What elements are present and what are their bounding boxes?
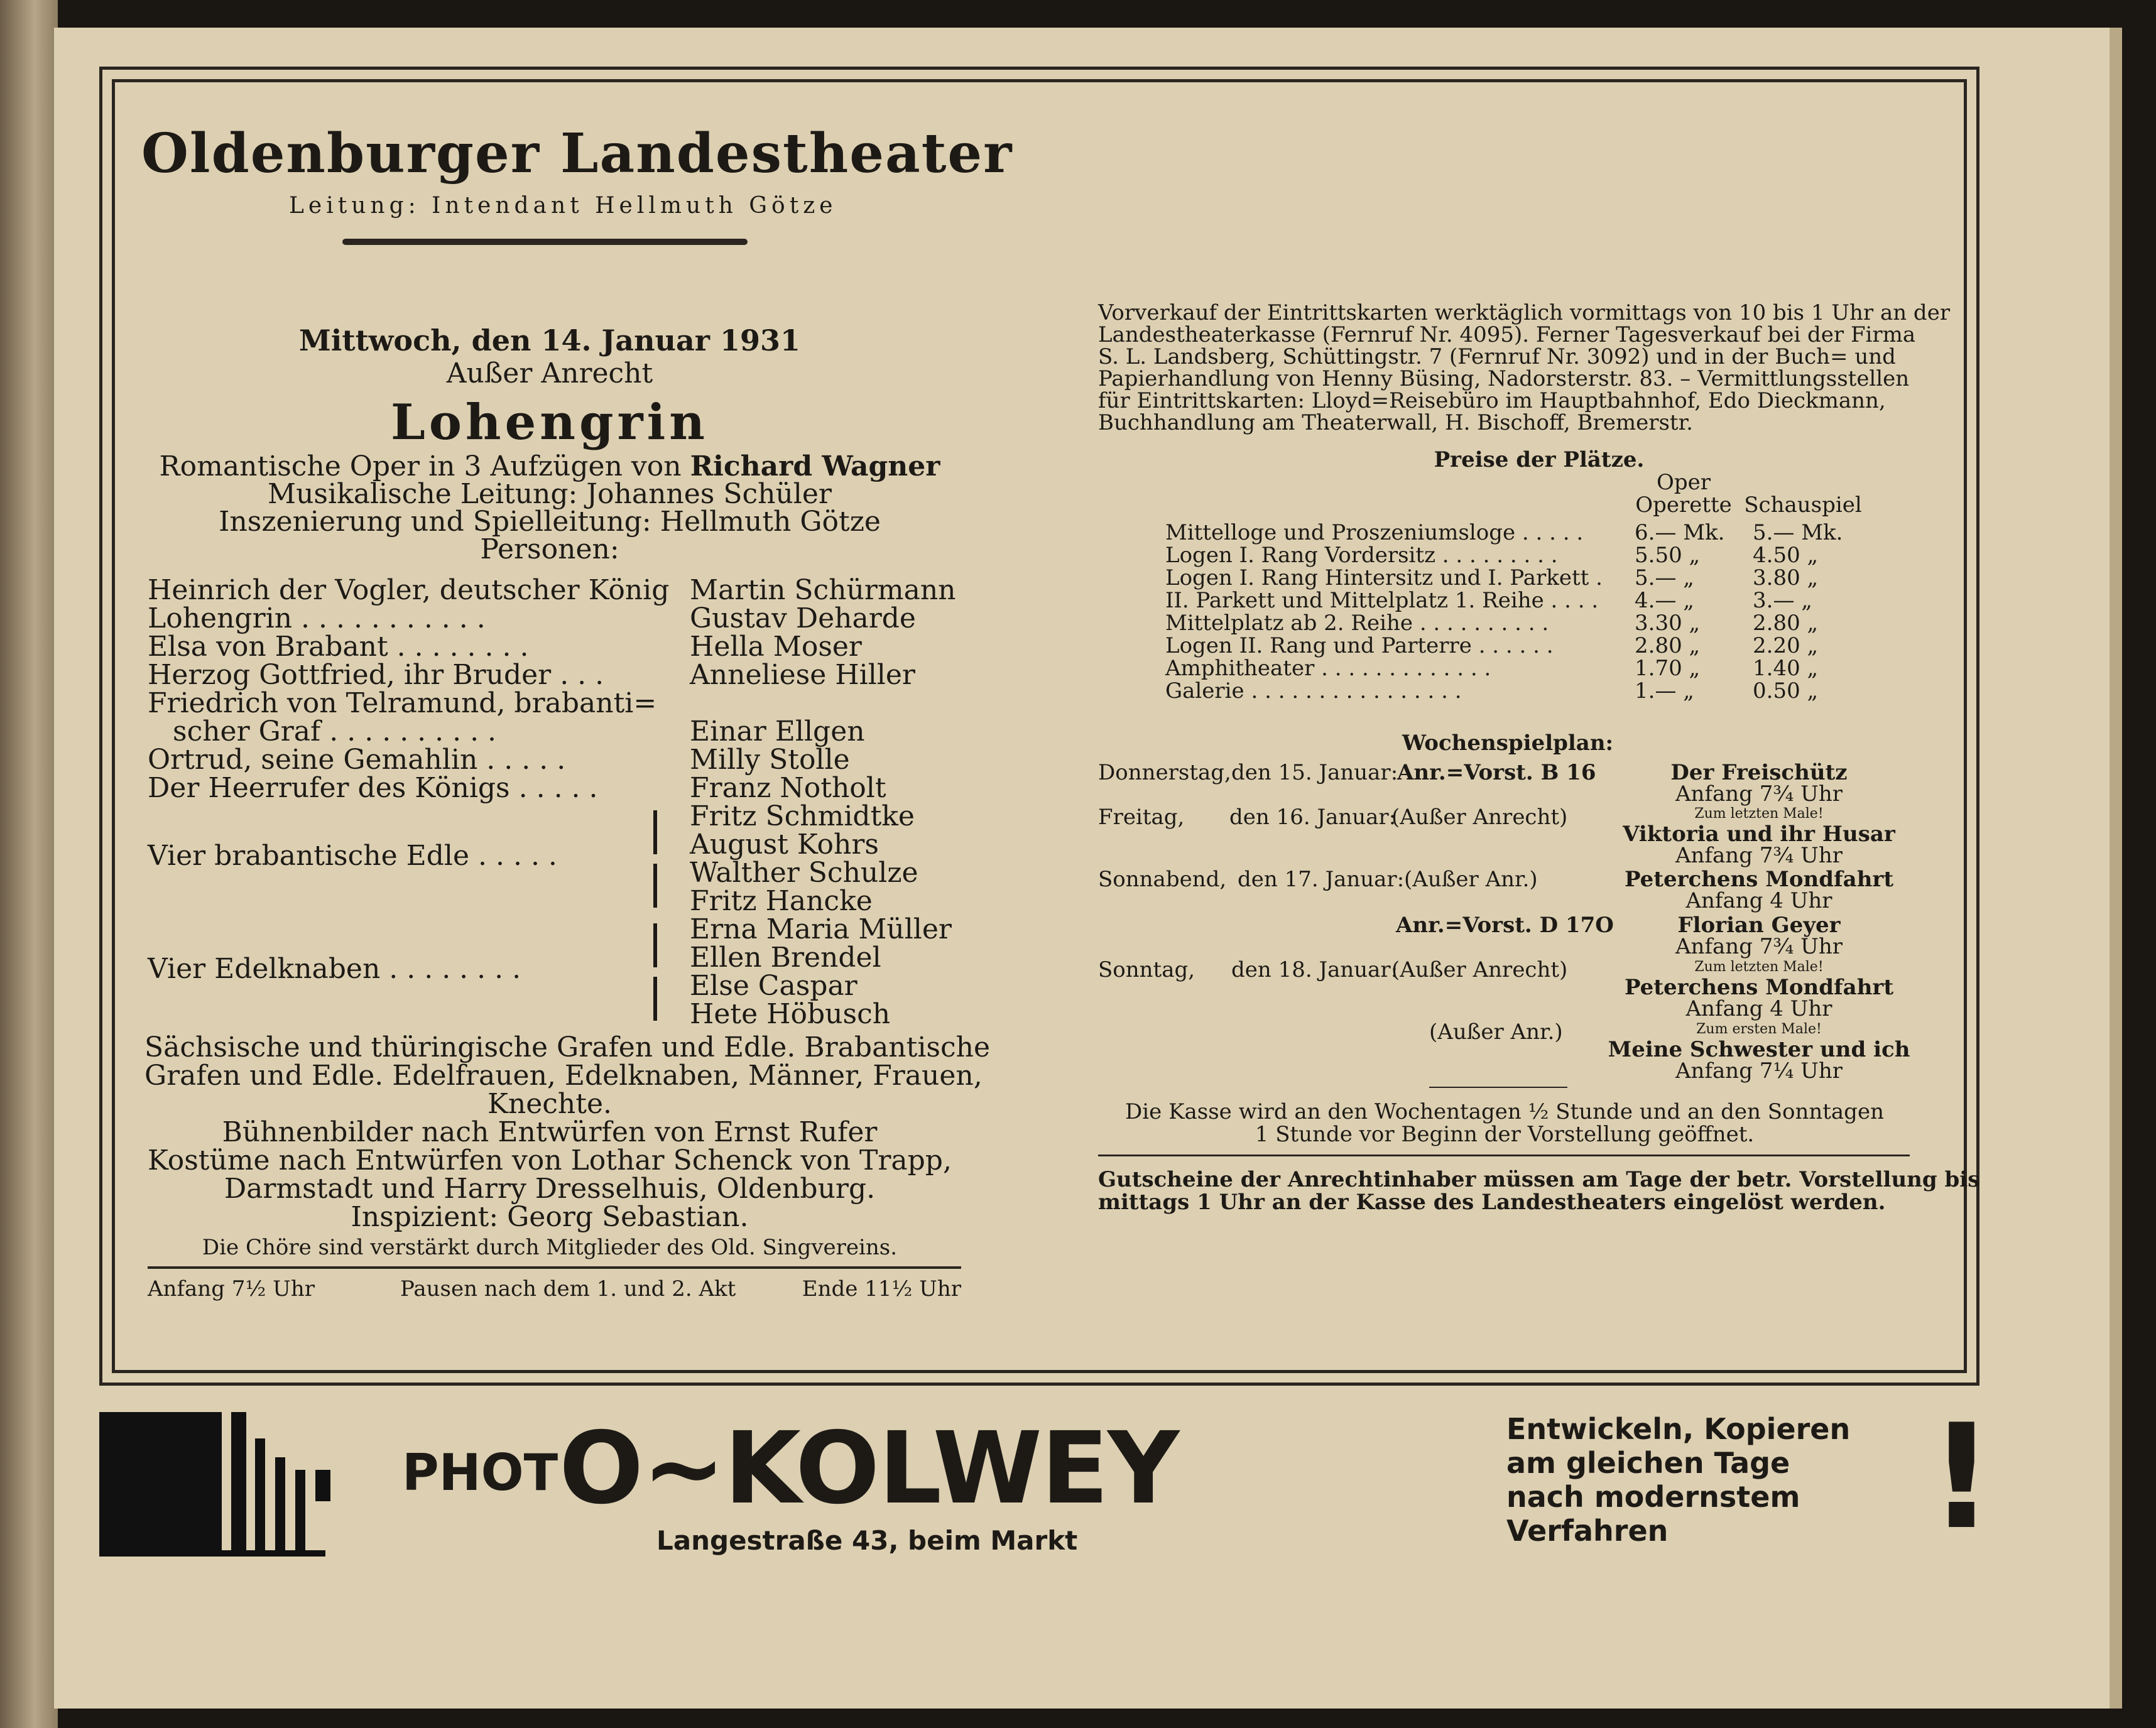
group-brace [653,923,657,967]
timing-start: Anfang 7½ Uhr [148,1276,315,1301]
schedule-day: Sonnabend, [1098,867,1227,892]
extras-line: Sächsische und thüringische Grafen und Edle. Brabantische [144,1031,990,1063]
schedule-note: (Außer Anrecht) [1391,805,1568,830]
performance-date: Mittwoch, den 14. Januar 1931 [298,323,801,357]
schedule-remark: Zum letzten Male! [1694,959,1824,975]
schedule-rule [1429,1087,1567,1088]
choir-note: Die Chöre sind verstärkt durch Mitglieder des Old. Singvereins. [202,1235,898,1260]
price-seat: Logen I. Rang Hintersitz und I. Parkett . [1165,565,1603,590]
schedule-note: (Außer Anr.) [1404,867,1538,892]
cast-role: Heinrich der Vogler, deutscher König [148,574,670,606]
ad-address: Langestraße 43, beim Markt [656,1525,1078,1556]
cast-actor: Hella Moser [690,631,862,663]
price-schau: 5.— Mk. [1753,520,1843,545]
timing-pauses: Pausen nach dem 1. und 2. Akt [400,1276,736,1301]
schedule-title: Peterchens Mondfahrt [1624,975,1894,1000]
schedule-time: Anfang 4 Uhr [1685,996,1832,1021]
musical-direction: Musikalische Leitung: Johannes Schüler [268,478,832,510]
price-oper: 5.50 „ [1635,543,1701,568]
price-oper: 4.— „ [1635,588,1694,613]
logo-baseline [222,1550,325,1557]
schedule-title: Florian Geyer [1677,913,1841,938]
ad-exclaim: ! [1929,1394,1995,1562]
price-schau: 3.80 „ [1753,565,1819,590]
presale-line: Buchhandlung am Theaterwall, H. Bischoff, Bremerstr. [1098,410,1693,435]
group-member: Walther Schulze [690,857,918,889]
logo-bar [275,1457,285,1557]
ad-brand: O~KOLWEY [559,1411,1179,1526]
schedule-date: den 18. Januar: [1231,957,1398,982]
prices-col-schauspiel: Schauspiel [1744,492,1862,518]
theater-name: Oldenburger Landestheater [141,122,1013,185]
presale-line: S. L. Landsberg, Schüttingstr. 7 (Fernruf Nr. 3092) und in der Buch= und [1098,344,1896,369]
weekly-heading: Wochenspielplan: [1402,731,1614,756]
presale-line: Landestheaterkasse (Fernruf Nr. 4095). Ferner Tagesverkauf bei der Firma [1098,322,1916,347]
cast-role: Friedrich von Telramund, brabanti= [148,687,657,719]
schedule-day: Sonntag, [1098,957,1195,982]
cast-role: Herzog Gottfried, ihr Bruder . . . [148,659,604,691]
gutschein-note: mittags 1 Uhr an der Kasse des Landestheaters eingelöst werden. [1098,1190,1886,1215]
group-member: Ellen Brendel [690,942,881,974]
price-seat: Logen II. Rang und Parterre . . . . . . [1165,633,1554,658]
timing-end: Ende 11½ Uhr [802,1276,961,1301]
ad-brand-small: PHOT [402,1443,558,1502]
price-schau: 0.50 „ [1753,678,1819,704]
price-schau: 2.80 „ [1753,611,1819,636]
price-oper: 2.80 „ [1635,633,1701,658]
group-member: Else Caspar [690,970,858,1002]
group-member: Fritz Hancke [690,885,873,917]
group-member: August Kohrs [690,829,879,861]
logo-bar [295,1470,305,1557]
extras-line: Grafen und Edle. Edelfrauen, Edelknaben, Männer, Frauen, [144,1060,983,1092]
ad-tagline: nach modernstem [1506,1480,1800,1514]
price-seat: Galerie . . . . . . . . . . . . . . . . [1165,678,1462,704]
logo-block [99,1412,222,1557]
schedule-remark: Zum ersten Male! [1696,1021,1822,1037]
price-schau: 4.50 „ [1753,543,1819,568]
price-seat: Amphitheater . . . . . . . . . . . . . [1165,656,1491,681]
costumes-credit: Darmstadt und Harry Dresselhuis, Oldenburg. [224,1173,876,1205]
theater-leitung: Leitung: Intendant Hellmuth Götze [289,193,837,219]
presale-line: für Eintrittskarten: Lloyd=Reisebüro im Hauptbahnhof, Edo Dieckmann, [1098,388,1886,413]
ad-tagline: Verfahren [1506,1514,1669,1548]
price-schau: 1.40 „ [1753,656,1819,681]
performance-title: Lohengrin [391,394,709,451]
cast-role: Lohengrin . . . . . . . . . . . [148,602,486,634]
schedule-date: den 17. Januar: [1238,867,1405,892]
schedule-day: Freitag, [1098,805,1185,830]
group-member: Fritz Schmidtke [690,800,915,832]
book-spine [0,0,58,1728]
cast-actor: Anneliese Hiller [690,659,915,691]
group-member: Hete Höbusch [690,998,891,1030]
schedule-note: Anr.=Vorst. B 16 [1397,760,1596,785]
schedule-time: Anfang 7¾ Uhr [1675,934,1843,959]
page-edge [2110,28,2122,1709]
price-oper: 1.70 „ [1635,656,1701,681]
price-oper: 5.— „ [1635,565,1694,590]
logo-bar [255,1438,265,1557]
logo-bar [315,1470,330,1501]
cast-actor: Einar Ellgen [690,715,865,747]
group-brace [653,977,657,1021]
costumes-credit: Kostüme nach Entwürfen von Lothar Schenck von Trapp, [148,1144,952,1176]
gutschein-rule [1098,1155,1910,1156]
schedule-date: den 16. Januar: [1229,805,1396,830]
performance-subscription: Außer Anrecht [446,357,653,389]
price-oper: 1.— „ [1635,678,1694,704]
price-seat: Logen I. Rang Vordersitz . . . . . . . . . [1165,543,1558,568]
logo-bar [231,1412,246,1557]
price-seat: Mittelplatz ab 2. Reihe . . . . . . . . . . [1165,611,1549,636]
schedule-day: Donnerstag, [1098,760,1231,785]
header-rule [342,239,748,245]
schedule-title: Der Freischütz [1670,760,1848,785]
group-label: Vier brabantische Edle . . . . . [148,840,557,872]
credit-prefix: Romantische Oper in 3 Aufzügen von [159,450,682,482]
schedule-time: Anfang 7¾ Uhr [1675,781,1843,807]
cast-actor: Franz Notholt [690,772,886,804]
schedule-title: Viktoria und ihr Husar [1623,822,1895,847]
schedule-time: Anfang 4 Uhr [1685,888,1832,913]
schedule-time: Anfang 7¼ Uhr [1675,1058,1843,1084]
cast-role: Der Heerrufer des Königs . . . . . [148,772,598,804]
staging: Inszenierung und Spielleitung: Hellmuth Götze [219,506,881,538]
price-oper: 6.— Mk. [1635,520,1725,545]
schedule-date: den 15. Januar: [1231,760,1398,785]
performance-credit [151,452,949,481]
price-seat: II. Parkett und Mittelplatz 1. Reihe . . . . [1165,588,1599,613]
cast-actor: Gustav Deharde [690,602,916,634]
cast-role: Ortrud, seine Gemahlin . . . . . [148,744,566,776]
price-schau: 3.— „ [1753,588,1812,613]
schedule-note: (Außer Anr.) [1429,1019,1563,1045]
kasse-note: 1 Stunde vor Beginn der Vorstellung geöffnet. [1255,1122,1755,1147]
prices-col-operette: Operette [1635,492,1732,518]
ad-tagline: am gleichen Tage [1506,1446,1790,1480]
presale-line: Vorverkauf der Eintrittskarten werktäglich vormittags von 10 bis 1 Uhr an der [1098,300,1951,325]
cast-actor: Martin Schürmann [690,574,956,606]
group-brace [653,864,657,908]
timing-rule [148,1266,961,1269]
prices-col-oper: Oper [1656,470,1711,495]
schedule-time: Anfang 7¾ Uhr [1675,843,1843,868]
group-brace [653,810,657,854]
schedule-title: Peterchens Mondfahrt [1624,867,1894,892]
schedule-note: Anr.=Vorst. D 17O [1396,913,1614,938]
group-member: Erna Maria Müller [690,913,952,945]
schedule-note: (Außer Anrecht) [1391,957,1568,982]
schedule-title: Meine Schwester und ich [1608,1037,1910,1062]
gutschein-note: Gutscheine der Anrechtinhaber müssen am Tage der betr. Vorstellung bis [1098,1167,1980,1192]
extras-line: Knechte. [487,1088,612,1120]
inspizient: Inspizient: Georg Sebastian. [351,1201,749,1233]
sets-credit: Bühnenbilder nach Entwürfen von Ernst Rufer [222,1116,878,1148]
group-label: Vier Edelknaben . . . . . . . . [148,953,521,985]
schedule-remark: Zum letzten Male! [1694,806,1824,822]
personen-heading: Personen: [480,533,619,565]
cast-role: Elsa von Brabant . . . . . . . . [148,631,529,663]
price-oper: 3.30 „ [1635,611,1701,636]
kasse-note: Die Kasse wird an den Wochentagen ½ Stunde und an den Sonntagen [1125,1099,1884,1124]
composer: Richard Wagner [690,450,940,482]
cast-role: scher Graf . . . . . . . . . . [173,715,497,747]
prices-heading: Preise der Plätze. [1434,447,1645,472]
cast-actor: Milly Stolle [690,744,850,776]
ad-tagline: Entwickeln, Kopieren [1506,1412,1851,1446]
price-seat: Mittelloge und Proszeniumsloge . . . . . [1165,520,1584,545]
presale-line: Papierhandlung von Henny Büsing, Nadorsterstr. 83. – Vermittlungsstellen [1098,366,1910,391]
price-schau: 2.20 „ [1753,633,1819,658]
